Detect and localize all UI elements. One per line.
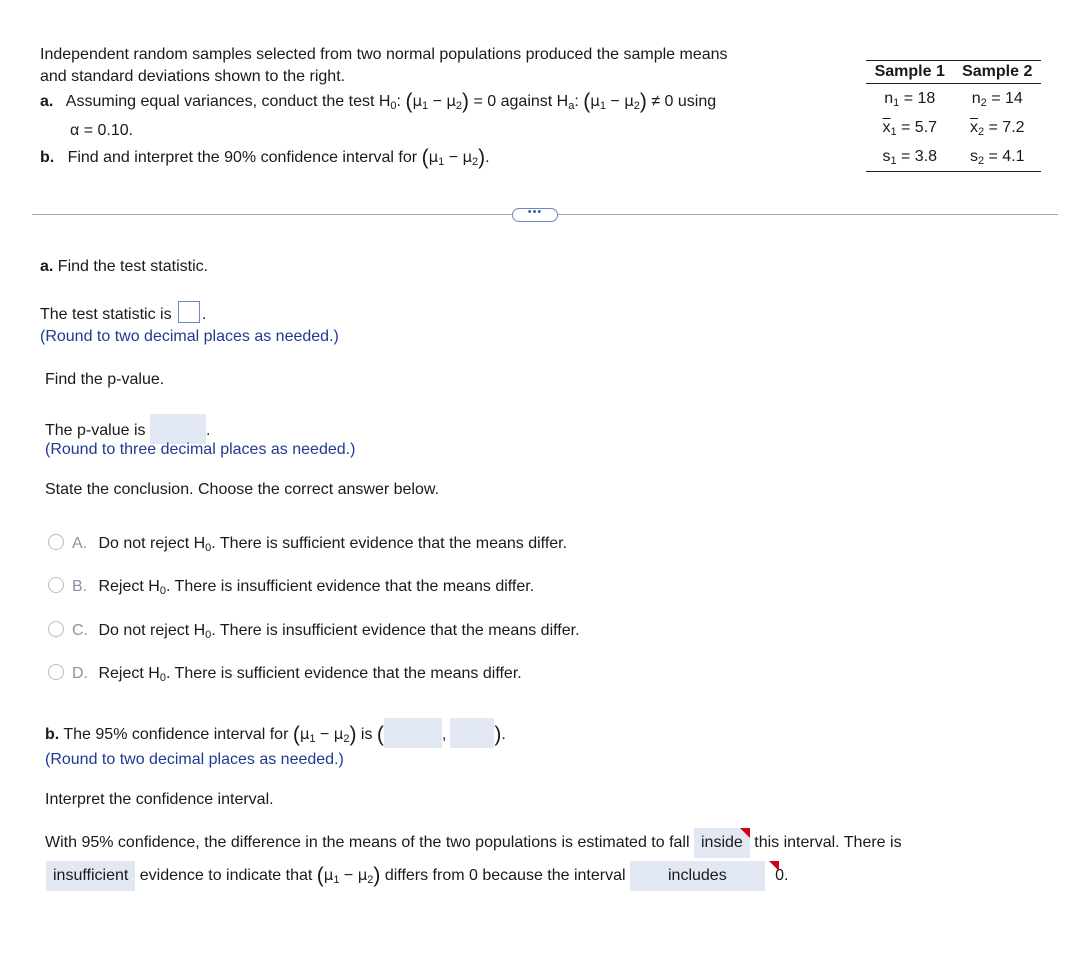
paren-open: ( — [405, 90, 413, 113]
cell-sub: 2 — [980, 96, 987, 109]
mu-symbol: μ — [299, 725, 310, 743]
cell-sub: 2 — [977, 125, 985, 138]
table-cell — [954, 142, 1042, 172]
cell-value: = 7.2 — [984, 118, 1025, 136]
option-text: . There is sufficient evidence that the means differ. — [211, 535, 568, 552]
confidence-interval-line — [45, 718, 506, 748]
paren-close: ) — [462, 90, 470, 113]
ci-text: is — [360, 726, 373, 743]
option-text: Do not reject H — [98, 622, 206, 639]
cell-sub: 1 — [890, 154, 897, 167]
pvalue-label: The p-value is — [45, 422, 146, 439]
h0-sub: 0 — [390, 100, 397, 112]
test-statistic-input[interactable] — [178, 301, 200, 323]
option-c[interactable] — [48, 621, 580, 640]
table-row — [866, 84, 1041, 114]
pvalue-hint: (Round to three decimal places as needed.) — [45, 441, 356, 458]
cell-symbol: $\overline{x}$ — [969, 118, 978, 136]
cell-symbol: n — [884, 89, 894, 107]
table-cell — [954, 84, 1042, 114]
option-sub: 0 — [159, 585, 166, 597]
table-row — [866, 113, 1041, 142]
hypothesis-text-1: Assuming equal variances, conduct the test H — [65, 93, 391, 110]
ha-sub: a — [568, 100, 575, 112]
option-a[interactable] — [48, 534, 567, 553]
intro-line-2: and standard deviations shown to the right. — [40, 68, 346, 85]
period: . — [205, 422, 211, 439]
paren-open: ( — [583, 90, 591, 113]
mu-sub-2: 2 — [343, 733, 350, 745]
mu-symbol: μ — [412, 92, 422, 110]
dropdown-flag-icon — [769, 861, 779, 871]
period: . — [202, 306, 207, 323]
part-a-label: a. — [40, 93, 54, 110]
pvalue-line — [45, 414, 210, 444]
interpret-heading: Interpret the confidence interval. — [45, 791, 274, 808]
part-a-heading — [40, 258, 208, 276]
table-header: Sample 2 — [954, 61, 1042, 84]
option-text: . There is sufficient evidence that the means differ. — [165, 665, 522, 682]
mu-symbol: μ — [590, 92, 600, 110]
minus: − — [432, 93, 442, 110]
mu-sub-1: 1 — [422, 100, 429, 112]
mu-symbol: μ — [624, 92, 634, 110]
option-letter: C. — [72, 622, 88, 639]
option-letter: D. — [72, 665, 88, 682]
mu-sub-1: 1 — [599, 100, 606, 112]
paren-open: ( — [292, 723, 300, 746]
interpretation-text: evidence to indicate that — [139, 867, 313, 884]
option-text: Do not reject H — [98, 535, 206, 552]
pvalue-input[interactable] — [150, 414, 206, 444]
option-text: Reject H — [98, 578, 160, 595]
paren-close: ) — [478, 146, 486, 169]
part-a-heading-label: a. — [40, 258, 54, 275]
conclusion-heading: State the conclusion. Choose the correct answer below. — [45, 481, 439, 498]
mu-sub-1: 1 — [438, 156, 445, 168]
part-a-heading-text: Find the test statistic. — [57, 258, 209, 275]
cell-sub: 1 — [893, 96, 900, 109]
hypothesis-text-3: ≠ 0 using — [651, 93, 717, 110]
mu-sub-1: 1 — [333, 874, 340, 886]
test-statistic-hint: (Round to two decimal places as needed.) — [40, 328, 339, 345]
paren-close: ) — [639, 90, 647, 113]
cell-value: = 4.1 — [984, 147, 1025, 165]
part-b-statement — [40, 144, 490, 168]
test-statistic-line — [40, 301, 207, 324]
part-b-label: b. — [40, 149, 55, 166]
table-cell — [866, 113, 954, 142]
option-text: . There is insufficient evidence that the means differ. — [211, 622, 580, 639]
paren-open: ( — [376, 723, 384, 746]
dropdown-value: insufficient — [53, 867, 129, 884]
ci-lower-input[interactable] — [384, 718, 442, 748]
cell-sub: 2 — [977, 154, 985, 167]
minus: − — [448, 149, 459, 166]
table-cell — [866, 84, 954, 114]
ci-upper-input[interactable] — [450, 718, 494, 748]
interpretation-line-1 — [45, 828, 902, 858]
option-d[interactable] — [48, 664, 522, 683]
ci-text: The 95% confidence interval for — [63, 726, 289, 743]
part-b-text: Find and interpret the 90% confidence interval for — [67, 149, 418, 166]
mu-symbol: μ — [333, 725, 344, 743]
dropdown-value: includes — [668, 867, 727, 884]
cell-symbol: s — [882, 147, 891, 165]
interval-dropdown[interactable] — [630, 861, 765, 891]
cell-symbol: $\overline{x}$ — [882, 118, 891, 136]
ci-hint: (Round to two decimal places as needed.) — [45, 751, 344, 768]
cell-value: = 5.7 — [896, 118, 938, 136]
interpretation-text: differs from 0 because the interval — [384, 867, 626, 884]
sample-data-table — [866, 60, 1041, 172]
intro-line-1: Independent random samples selected from two normal populations produced the sample means — [40, 46, 728, 63]
mu-sub-2: 2 — [633, 100, 640, 112]
cell-value: = 18 — [899, 89, 936, 107]
minus: − — [343, 867, 354, 884]
dropdown-value: inside — [700, 834, 743, 851]
radio-button[interactable] — [48, 664, 64, 680]
paren-close: ) — [494, 723, 502, 746]
minus: − — [319, 726, 330, 743]
evidence-dropdown[interactable] — [46, 861, 135, 891]
option-text: Reject H — [98, 665, 160, 682]
cell-symbol: n — [971, 89, 981, 107]
expand-button[interactable]: ••• — [512, 208, 558, 222]
interpretation-text: With 95% confidence, the difference in the means of the two populations is estimated to fall — [45, 834, 690, 851]
mu-sub-2: 2 — [455, 100, 463, 112]
option-sub: 0 — [205, 629, 212, 641]
radio-button[interactable] — [48, 621, 64, 637]
colon: : — [574, 93, 579, 110]
mu-sub-2: 2 — [367, 874, 374, 886]
cell-symbol: s — [969, 147, 978, 165]
option-b[interactable] — [48, 577, 534, 596]
paren-close: ) — [349, 723, 357, 746]
option-letter: B. — [72, 578, 88, 595]
table-header-row — [866, 61, 1041, 84]
paren-open: ( — [421, 146, 429, 169]
option-sub: 0 — [205, 542, 212, 554]
radio-button[interactable] — [48, 577, 64, 593]
minus: − — [610, 93, 620, 110]
fall-dropdown[interactable] — [694, 828, 750, 858]
interpretation-text: this interval. There is — [754, 834, 902, 851]
period: . — [485, 149, 490, 166]
table-row — [866, 142, 1041, 172]
comma: , — [441, 726, 447, 743]
interpretation-text: 0. — [775, 867, 789, 884]
colon: : — [396, 93, 401, 110]
table-header: Sample 1 — [866, 61, 954, 84]
option-text: . There is insufficient evidence that the means differ. — [165, 578, 535, 595]
part-a-statement — [40, 88, 716, 112]
paren-open: ( — [316, 864, 324, 887]
alpha-text: α = 0.10. — [70, 122, 134, 139]
table-cell — [954, 113, 1042, 142]
mu-symbol: μ — [357, 866, 368, 884]
pvalue-heading: Find the p-value. — [45, 371, 165, 388]
dropdown-flag-icon — [740, 828, 750, 838]
option-sub: 0 — [159, 672, 166, 684]
interpretation-line-2 — [46, 861, 789, 891]
test-statistic-label: The test statistic is — [40, 306, 172, 323]
cell-value: = 14 — [986, 89, 1023, 107]
cell-value: = 3.8 — [896, 147, 938, 165]
period: . — [501, 726, 506, 743]
paren-close: ) — [373, 864, 381, 887]
mu-symbol: μ — [323, 866, 334, 884]
mu-sub-1: 1 — [309, 733, 316, 745]
cell-sub: 1 — [890, 125, 897, 138]
part-b-answer-label: b. — [45, 726, 60, 743]
option-letter: A. — [72, 535, 88, 552]
mu-symbol: μ — [428, 148, 439, 166]
table-cell — [866, 142, 954, 172]
radio-button[interactable] — [48, 534, 64, 550]
hypothesis-text-2: = 0 against H — [473, 93, 569, 110]
mu-symbol: μ — [446, 92, 456, 110]
mu-sub-2: 2 — [472, 156, 479, 168]
mu-symbol: μ — [462, 148, 473, 166]
